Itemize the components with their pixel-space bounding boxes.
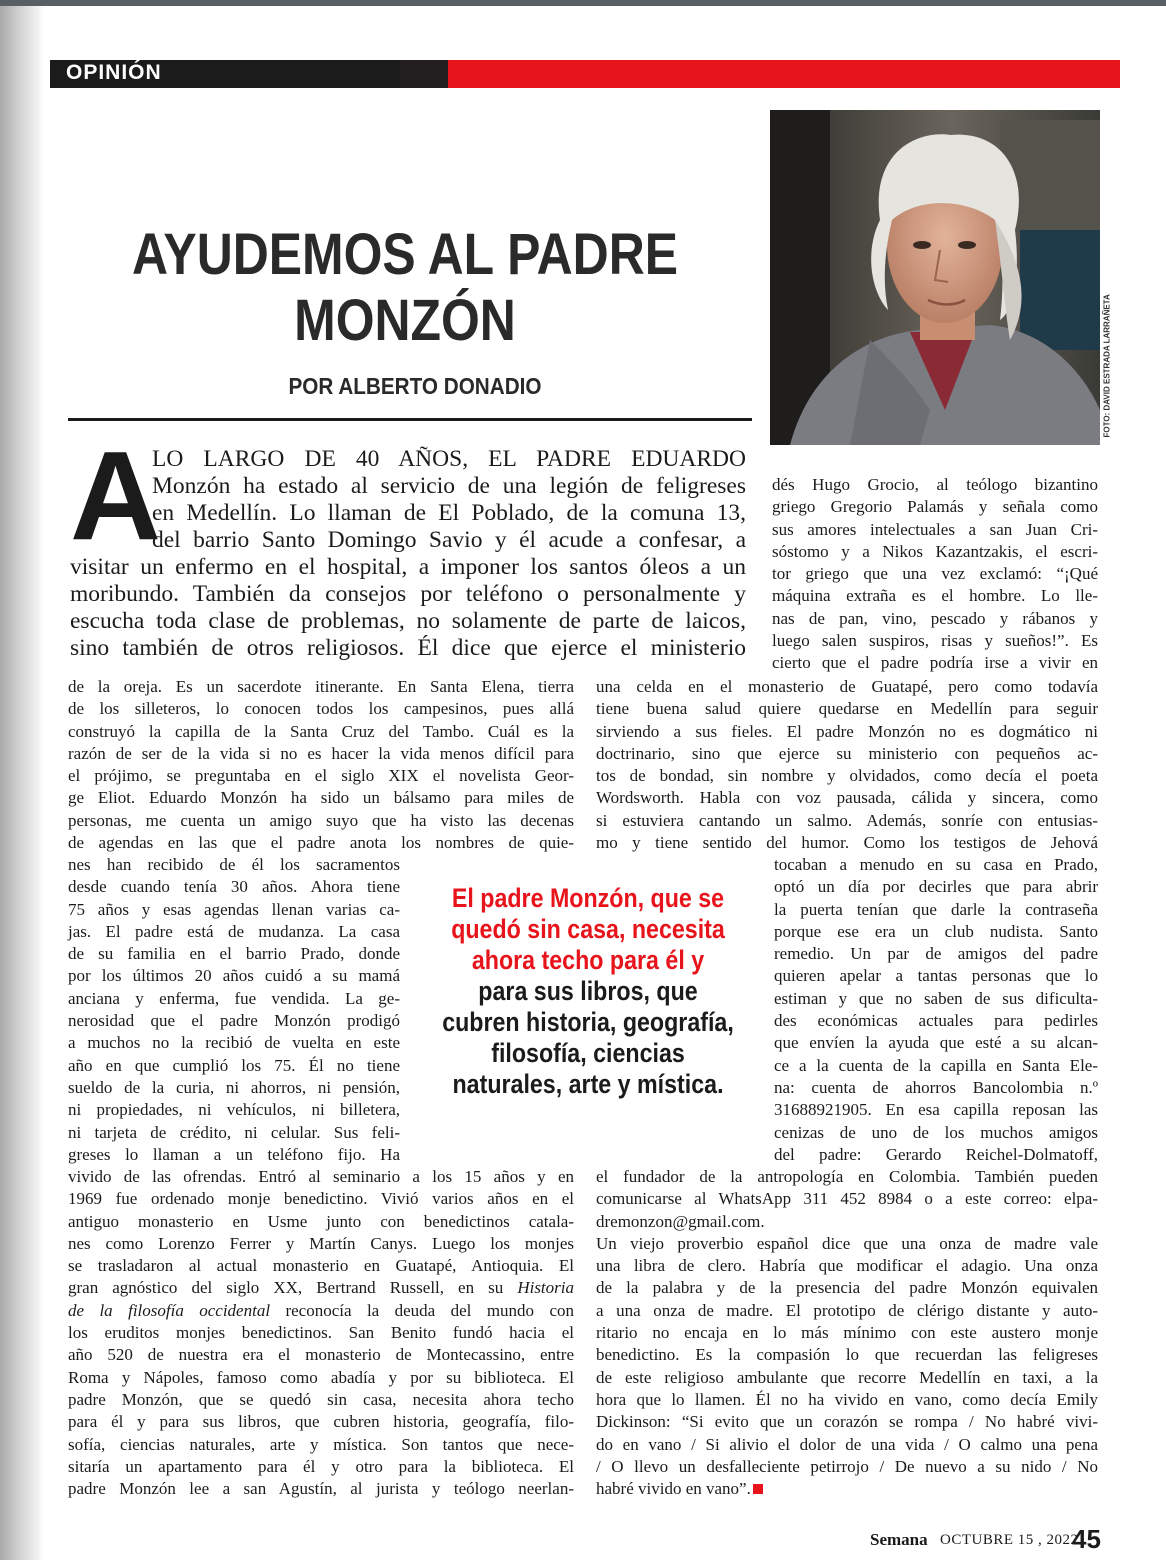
body-line: sóstomo y a Nikos Kazantzakis, el escri- — [772, 541, 1098, 561]
body-line: se trasladaron al actual monasterio en Guatapé, Antioquia. El — [68, 1256, 574, 1276]
body-line: tiene buena salud quiere quedarse en Medellín para seguir — [596, 699, 1098, 719]
book-title: de la filosofía occidental — [68, 1300, 271, 1320]
body-line: nes como Lorenzo Ferrer y Martín Canys. Luego los monjes — [68, 1233, 574, 1253]
column2-narrow — [774, 854, 1098, 1166]
body-line: si estuviera cantando un salmo. Además, sonríe con entusias- — [596, 810, 1098, 830]
page-spine-shadow — [0, 6, 44, 1560]
body-line: Roma y Nápoles, famoso como abadía y por su biblioteca. El — [68, 1367, 574, 1387]
body-line: para él y para sus libros, que cubren historia, geografía, filo- — [68, 1412, 574, 1432]
body-line: el prójimo, se preguntaba en el siglo XIX el novelista Geor- — [68, 766, 574, 786]
body-line: tos de bondad, sin nombre y olvidados, como decía el poeta — [596, 766, 1098, 786]
body-line: benedictino. Es la compasión lo que recuerdan las feligreses — [596, 1345, 1098, 1365]
lede-line: visitar un enfermo en el hospital, a imponer los santos óleos a un — [70, 554, 746, 580]
body-line: ge Eliot. Eduardo Monzón ha sido un bálsamo para miles de — [68, 788, 574, 808]
body-line: sitaría un apartamento para él y otro para la biblioteca. El — [68, 1456, 574, 1476]
body-line: griego Gregorio Palamás y señala como — [772, 497, 1098, 517]
body-line: greses lo llaman a un teléfono fijo. Ha — [68, 1144, 400, 1164]
body-line: de los silleteros, lo conocen todos los campesinos, pues allá — [68, 699, 574, 719]
pull-quote-black-line: para sus libros, que — [478, 976, 698, 1006]
body-line: el fundador de la antropología en Colombia. También pueden — [596, 1167, 1098, 1186]
body-line: / O llevo un desfalleciente petirrojo / De nuevo a su nido / No — [596, 1456, 1098, 1476]
column2-wide — [596, 676, 1098, 854]
pull-quote — [418, 883, 758, 1100]
body-line: sofía, ciencias naturales, arte y mística. Son tantos que nece- — [68, 1434, 574, 1454]
column1-top — [68, 676, 574, 854]
body-line: ni tarjeta de crédito, ni celular. Sus feli- — [68, 1122, 400, 1142]
headline-rule — [68, 418, 752, 421]
body-line: des económicas actuales para pedirles — [774, 1011, 1098, 1031]
lede-line: sino también de otros religiosos. Él dice que ejerce el ministerio — [70, 635, 746, 661]
page-footer — [870, 1524, 1102, 1554]
magazine-name: Semana — [870, 1530, 928, 1549]
body-line: anciana y enferma, fue vendida. La ge- — [68, 988, 400, 1008]
lede-line: en Medellín. Lo llaman de El Poblado, de la comuna 13, — [152, 500, 746, 526]
body-line: año 520 de nuestra era el monasterio de Montecassino, entre — [68, 1345, 574, 1365]
column1-narrow — [68, 854, 400, 1166]
body-line: padre Monzón lee a san Agustín, al jurista y teólogo neerlan- — [68, 1479, 574, 1499]
section-header-bar — [50, 60, 1120, 88]
body-line: habré vivido en vano”. — [596, 1478, 1098, 1500]
body-line: la puerta tenían que darle la contraseña — [774, 899, 1098, 919]
body-line: ritario no encaja en lo más mínimo con este austero monje — [596, 1323, 1098, 1343]
pull-quote-red-line: El padre Monzón, que se — [451, 883, 725, 913]
lede-line: escucha toda clase de problemas, no solamente de parte de laicos, — [70, 608, 746, 634]
body-line: doctrinario, sino que ejerce su ministerio con pequeños ac- — [596, 743, 1098, 763]
body-line: de este religioso ambulante que recorre Medellín en taxi, a la — [596, 1367, 1098, 1387]
body-line: Un viejo proverbio español dice que una onza de madre vale — [596, 1233, 1098, 1253]
body-line: gran agnóstico del siglo XX, Bertrand Russell, en su Historia — [68, 1278, 574, 1298]
pull-quote-black-line: cubren historia, geografía, — [442, 1007, 734, 1037]
body-line: padre Monzón, que se quedó sin casa, necesita ahora techo — [68, 1389, 574, 1409]
photo-credit: FOTO: DAVID ESTRADA LARRAÑETA — [1102, 294, 1112, 438]
pull-quote-black-line: naturales, arte y mística. — [452, 1069, 724, 1099]
lede-line: del barrio Santo Domingo Savio y él acude a confesar, a — [152, 527, 746, 553]
body-line: nes han recibido de él los sacramentos — [68, 855, 400, 874]
lede-line: LO LARGO DE 40 AÑOS, EL PADRE EDUARDO — [152, 446, 746, 472]
lede-block-indented — [152, 446, 746, 554]
body-line: nas de pan, vino, pescado y rábanos y — [772, 608, 1098, 628]
book-title: Historia — [517, 1278, 574, 1298]
body-line: na: cuenta de ahorros Bancolombia n.º — [774, 1077, 1098, 1097]
author-photo — [770, 110, 1100, 445]
body-line: de la palabra y de la presencia del padre Monzón equivalen — [596, 1278, 1098, 1298]
body-line: sueldo de la curia, ni ahorros, ni pensión, — [68, 1077, 400, 1097]
body-line: remedio. Un par de amigos del padre — [774, 944, 1098, 964]
page-number: 45 — [1072, 1524, 1101, 1554]
body-line: una libra de clero. Habría que modificar el adagio. Una onza — [596, 1256, 1098, 1276]
body-line: cenizas de uno de los muchos amigos — [774, 1122, 1098, 1142]
body-line: los eruditos monjes benedictinos. San Benito fundó hacia el — [68, 1323, 574, 1343]
body-line: desde cuando tenía 30 años. Ahora tiene — [68, 877, 400, 897]
body-line: comunicarse al WhatsApp 311 452 8984 o a este correo: elpa- — [596, 1189, 1098, 1209]
pull-quote-black-line: filosofía, ciencias — [491, 1038, 685, 1068]
body-line: tor griego que una vez exclamó: “¡Qué — [772, 564, 1098, 584]
body-line: sirviendo a sus fieles. El padre Monzón no es dogmático ni — [596, 721, 1098, 741]
body-line: ce a la cuenta de la capilla en Santa Ele- — [774, 1055, 1098, 1075]
body-line: personas, me cuenta un amigo suyo que ha visto las decenas — [68, 810, 574, 830]
body-line: de agendas en las que el padre anota los nombres de quie- — [68, 833, 574, 853]
body-line: a una onza de madre. El prototipo de clérigo distante y auto- — [596, 1300, 1098, 1320]
article-byline: POR ALBERTO DONADIO — [288, 373, 542, 399]
body-line: do en vano / Si alivio el dolor de una vida / O calmo una pena — [596, 1434, 1098, 1454]
body-line: quieren apelar a tantas personas que lo — [774, 966, 1098, 986]
lede-line: Monzón ha estado al servicio de una legión de feligreses — [152, 473, 746, 499]
lede-line: moribundo. También da consejos por teléfono o personalmente y — [70, 581, 746, 607]
body-line: de la oreja. Es un sacerdote itinerante. En Santa Elena, tierra — [68, 677, 574, 696]
body-line: año en que cumplió los 75. Él no tiene — [68, 1055, 400, 1075]
body-line: 1969 fue ordenado monje benedictino. Vivió varios años en el — [68, 1189, 574, 1209]
body-line: jas. El padre está de mudanza. La casa — [68, 921, 400, 941]
body-line: porque ese era un club nudista. Santo — [774, 921, 1098, 941]
lede-block-full — [70, 554, 746, 662]
body-line: optó un día por decirles que para abrir — [774, 877, 1098, 897]
section-label: OPINIÓN — [66, 61, 162, 84]
body-line: 75 años y esas agendas llenan varias ca- — [68, 899, 400, 919]
body-line: máquina extraña es el hombre. Lo lle- — [772, 586, 1098, 606]
body-line: por los últimos 20 años cuidó a su mamá — [68, 966, 400, 986]
body-line: construyó la capilla de la Santa Cruz del Tambo. Cuál es la — [68, 721, 574, 741]
top-border — [0, 0, 1166, 6]
body-line: Wordsworth. Habla con voz pausada, cálida y sincera, como — [596, 788, 1098, 808]
pull-quote-red-line: ahora techo para él y — [471, 945, 705, 975]
body-line: ni propiedades, ni vehículos, ni billetera, — [68, 1100, 400, 1120]
body-line: que envíen la ayuda que esté a su alcan- — [774, 1033, 1098, 1053]
body-line: Dickinson: “Si evito que un corazón se rompa / No habré vivi- — [596, 1412, 1098, 1432]
column2-top — [772, 474, 1098, 675]
body-line: del padre: Gerardo Reichel-Dolmatoff, — [774, 1144, 1098, 1164]
body-line: hora que lo llamen. Él no ha vivido en vano, como decía Emily — [596, 1389, 1098, 1409]
body-line: mo y tiene sentido del humor. Como los testigos de Jehová — [596, 833, 1098, 853]
body-line: tocaban a menudo en su casa en Prado, — [774, 855, 1098, 874]
body-line: dés Hugo Grocio, al teólogo bizantino — [772, 475, 1098, 494]
drop-cap: A — [70, 425, 161, 566]
pull-quote-red-line: quedó sin casa, necesita — [451, 914, 725, 944]
body-line: cierto que el padre podría irse a vivir en — [772, 653, 1098, 673]
body-line: vivido de las ofrendas. Entró al seminario a los 15 años y en — [68, 1167, 574, 1186]
body-line: antiguo monasterio en Usme junto con benedictinos catala- — [68, 1211, 574, 1231]
end-mark-icon — [753, 1484, 763, 1494]
body-line: sus amores intelectuales a san Juan Cri- — [772, 519, 1098, 539]
body-line: dremonzon@gmail.com. — [596, 1211, 765, 1231]
body-line: 31688921905. En esa capilla reposan las — [774, 1100, 1098, 1120]
body-line: estiman y que no saben de sus dificulta- — [774, 988, 1098, 1008]
body-line: de la filosofía occidental reconocía la deuda del mundo con — [68, 1300, 574, 1320]
body-line: a muchos no la recibió de vuelta en este — [68, 1033, 400, 1053]
body-line: razón de ser de la vida si no es hacer la vida menos difícil para — [68, 743, 574, 763]
issue-date: OCTUBRE 15 , 2022 — [940, 1532, 1079, 1548]
column1-bottom — [68, 1166, 574, 1500]
body-line: una celda en el monasterio de Guatapé, pero como todavía — [596, 677, 1098, 696]
column2-bottom — [596, 1166, 1098, 1500]
body-line: de su familia en el barrio Prado, donde — [68, 944, 400, 964]
body-line: nerosidad que el padre Monzón prodigó — [68, 1011, 400, 1031]
article-headline: AYUDEMOS AL PADRE MONZÓN — [131, 222, 678, 353]
body-line: luego salen suspiros, risas y sueños!”. Es — [772, 631, 1098, 651]
